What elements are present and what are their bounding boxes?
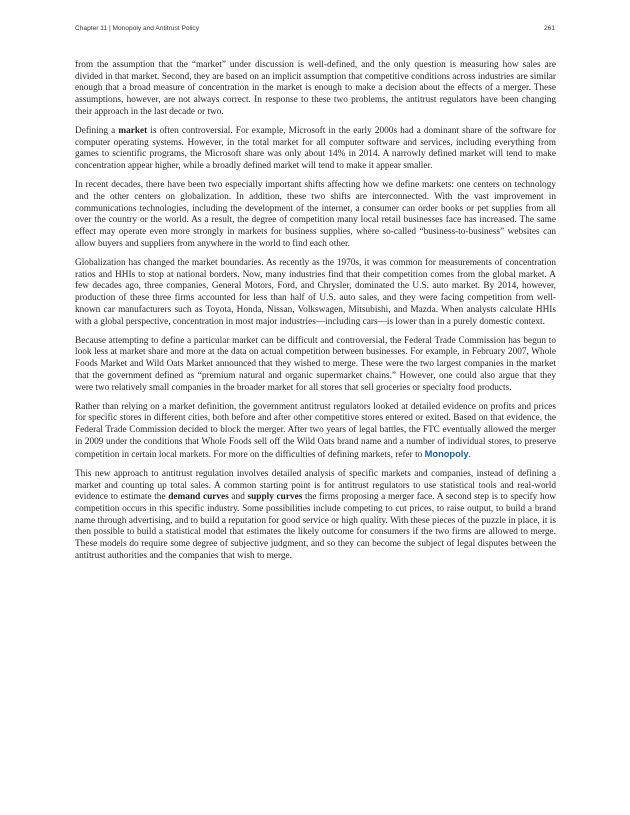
header-separator: | <box>107 25 113 32</box>
chapter-title: Monopoly and Antitrust Policy <box>112 25 200 32</box>
running-header <box>75 25 555 32</box>
paragraph-globalization: Globalization has changed the market boundaries. As recently as the 1970s, it was common for measurements of concentration ratios and HHIs to stop at national borders. Now, many industries find that their competition comes from the global market. A few decades ago, three companies, General Motors, Ford, and Chrysler, dominated the U.S. auto market. By 2014, however, production of these three firms accounted for less than half of U.S. auto sales, and they were facing competition from well-known car manufacturers such as Toyota, Honda, Nissan, Volkswagen, Mitsubishi, and Mazda. When analysts calculate HHIs with a global perspective, concentration in most major industries—including cars—is lower than in a purely domestic context. <box>75 258 556 327</box>
paragraph-ftc-approach: Because attempting to define a particular market can be difficult and controversial, the Federal Trade Commission has begun to look less at market share and more at the data on actual competition between businesses. For example, in February 2007, Whole Foods Market and Wild Oats Market announced that they wished to merge. These were the two largest companies in the market that the government defined as “premium natural and organic supermarket chains.” However, one could also argue that they were two relatively small companies in the broader market for all stores that sell groceries or specialty food products. <box>75 335 556 393</box>
body-text <box>75 60 556 570</box>
monopoly-link[interactable]: Monopoly <box>424 448 469 459</box>
text: the firms proposing a merger face. A second step is to specify how competition occurs in this specific industry. Some possibilities include competing to cut prices, to raise output, to build a brand name through advertising, and to build a reputation for good service or high quality. With these pieces of the puzzle in place, it is then possible to build a statistical model that estimates the likely outcome for consumers if the two firms are allowed to merge. These models do require some degree of subjective judgment, and so they can become the subject of legal disputes between the antitrust authorities and the companies that wish to merge. <box>75 492 556 561</box>
key-term-demand-curves: demand curves <box>168 492 229 503</box>
page-number: 261 <box>543 25 555 32</box>
paragraph-new-approach <box>75 469 556 563</box>
key-term-market: market <box>118 126 148 137</box>
text: Defining a <box>75 126 119 137</box>
paragraph-technology-globalization: In recent decades, there have been two especially important shifts affecting how we define markets: one centers on technology and the other centers on globalization. In addition, these two shifts are interconnected. With the vast improvement in communications technologies, including the development of the internet, a consumer can order books or pet supplies from all over the country or the world. As a result, the degree of competition many local retail businesses face has increased. The same effect may operate even more strongly in markets for business supplies, where so-called “business-to-business” websites can allow buyers and suppliers from anywhere in the world to find each other. <box>75 180 556 249</box>
key-term-supply-curves: supply curves <box>247 492 303 503</box>
text: This new approach to antitrust regulation involves detailed analysis of specific markets and companies, instead of defining a market and counting up total sales. A common starting point is for antitrust regulators to use statistical tools and real-world evidence to estimate the <box>75 468 556 503</box>
paragraph-whole-foods <box>75 402 556 462</box>
text: is often controversial. For example, Microsoft in the early 2000s had a dominant share of the software for computer operating systems. However, in the total market for all computer software and services, including everything from games to scientific programs, the Microsoft share was only about 14% in 2014. A narrowly defined market will tend to make concentration appear higher, while a broadly defined market will tend to make it appear smaller. <box>75 126 556 172</box>
text: . <box>468 449 471 460</box>
paragraph-intro: from the assumption that the “market” under discussion is well-defined, and the only question is measuring how sales are divided in that market. Second, they are based on an implicit assumption that competitive conditions across industries are similar enough that a broad measure of concentration in the market is enough to make a decision about the effects of a merger. These assumptions, however, are not always correct. In response to these two problems, the antitrust regulators have been changing their approach in the last decade or two. <box>75 60 556 117</box>
paragraph-defining-market <box>75 126 556 173</box>
chapter-label: Chapter 11 <box>75 25 108 32</box>
text: and <box>228 492 248 503</box>
text: Rather than relying on a market definition, the government antitrust regulators looked at detailed evidence on profits and prices for specific stores in different cities, both before and after other competitive stores entered or exited. Based on that evidence, the Federal Trade Commission decided to block the merger. After two years of legal battles, the FTC eventually allowed the merger in 2009 under the conditions that Whole Foods sell off the Wild Oats brand name and a number of individual stores, to preserve competition in certain local markets. For more on the difficulties of defining markets, refer to <box>75 401 556 460</box>
